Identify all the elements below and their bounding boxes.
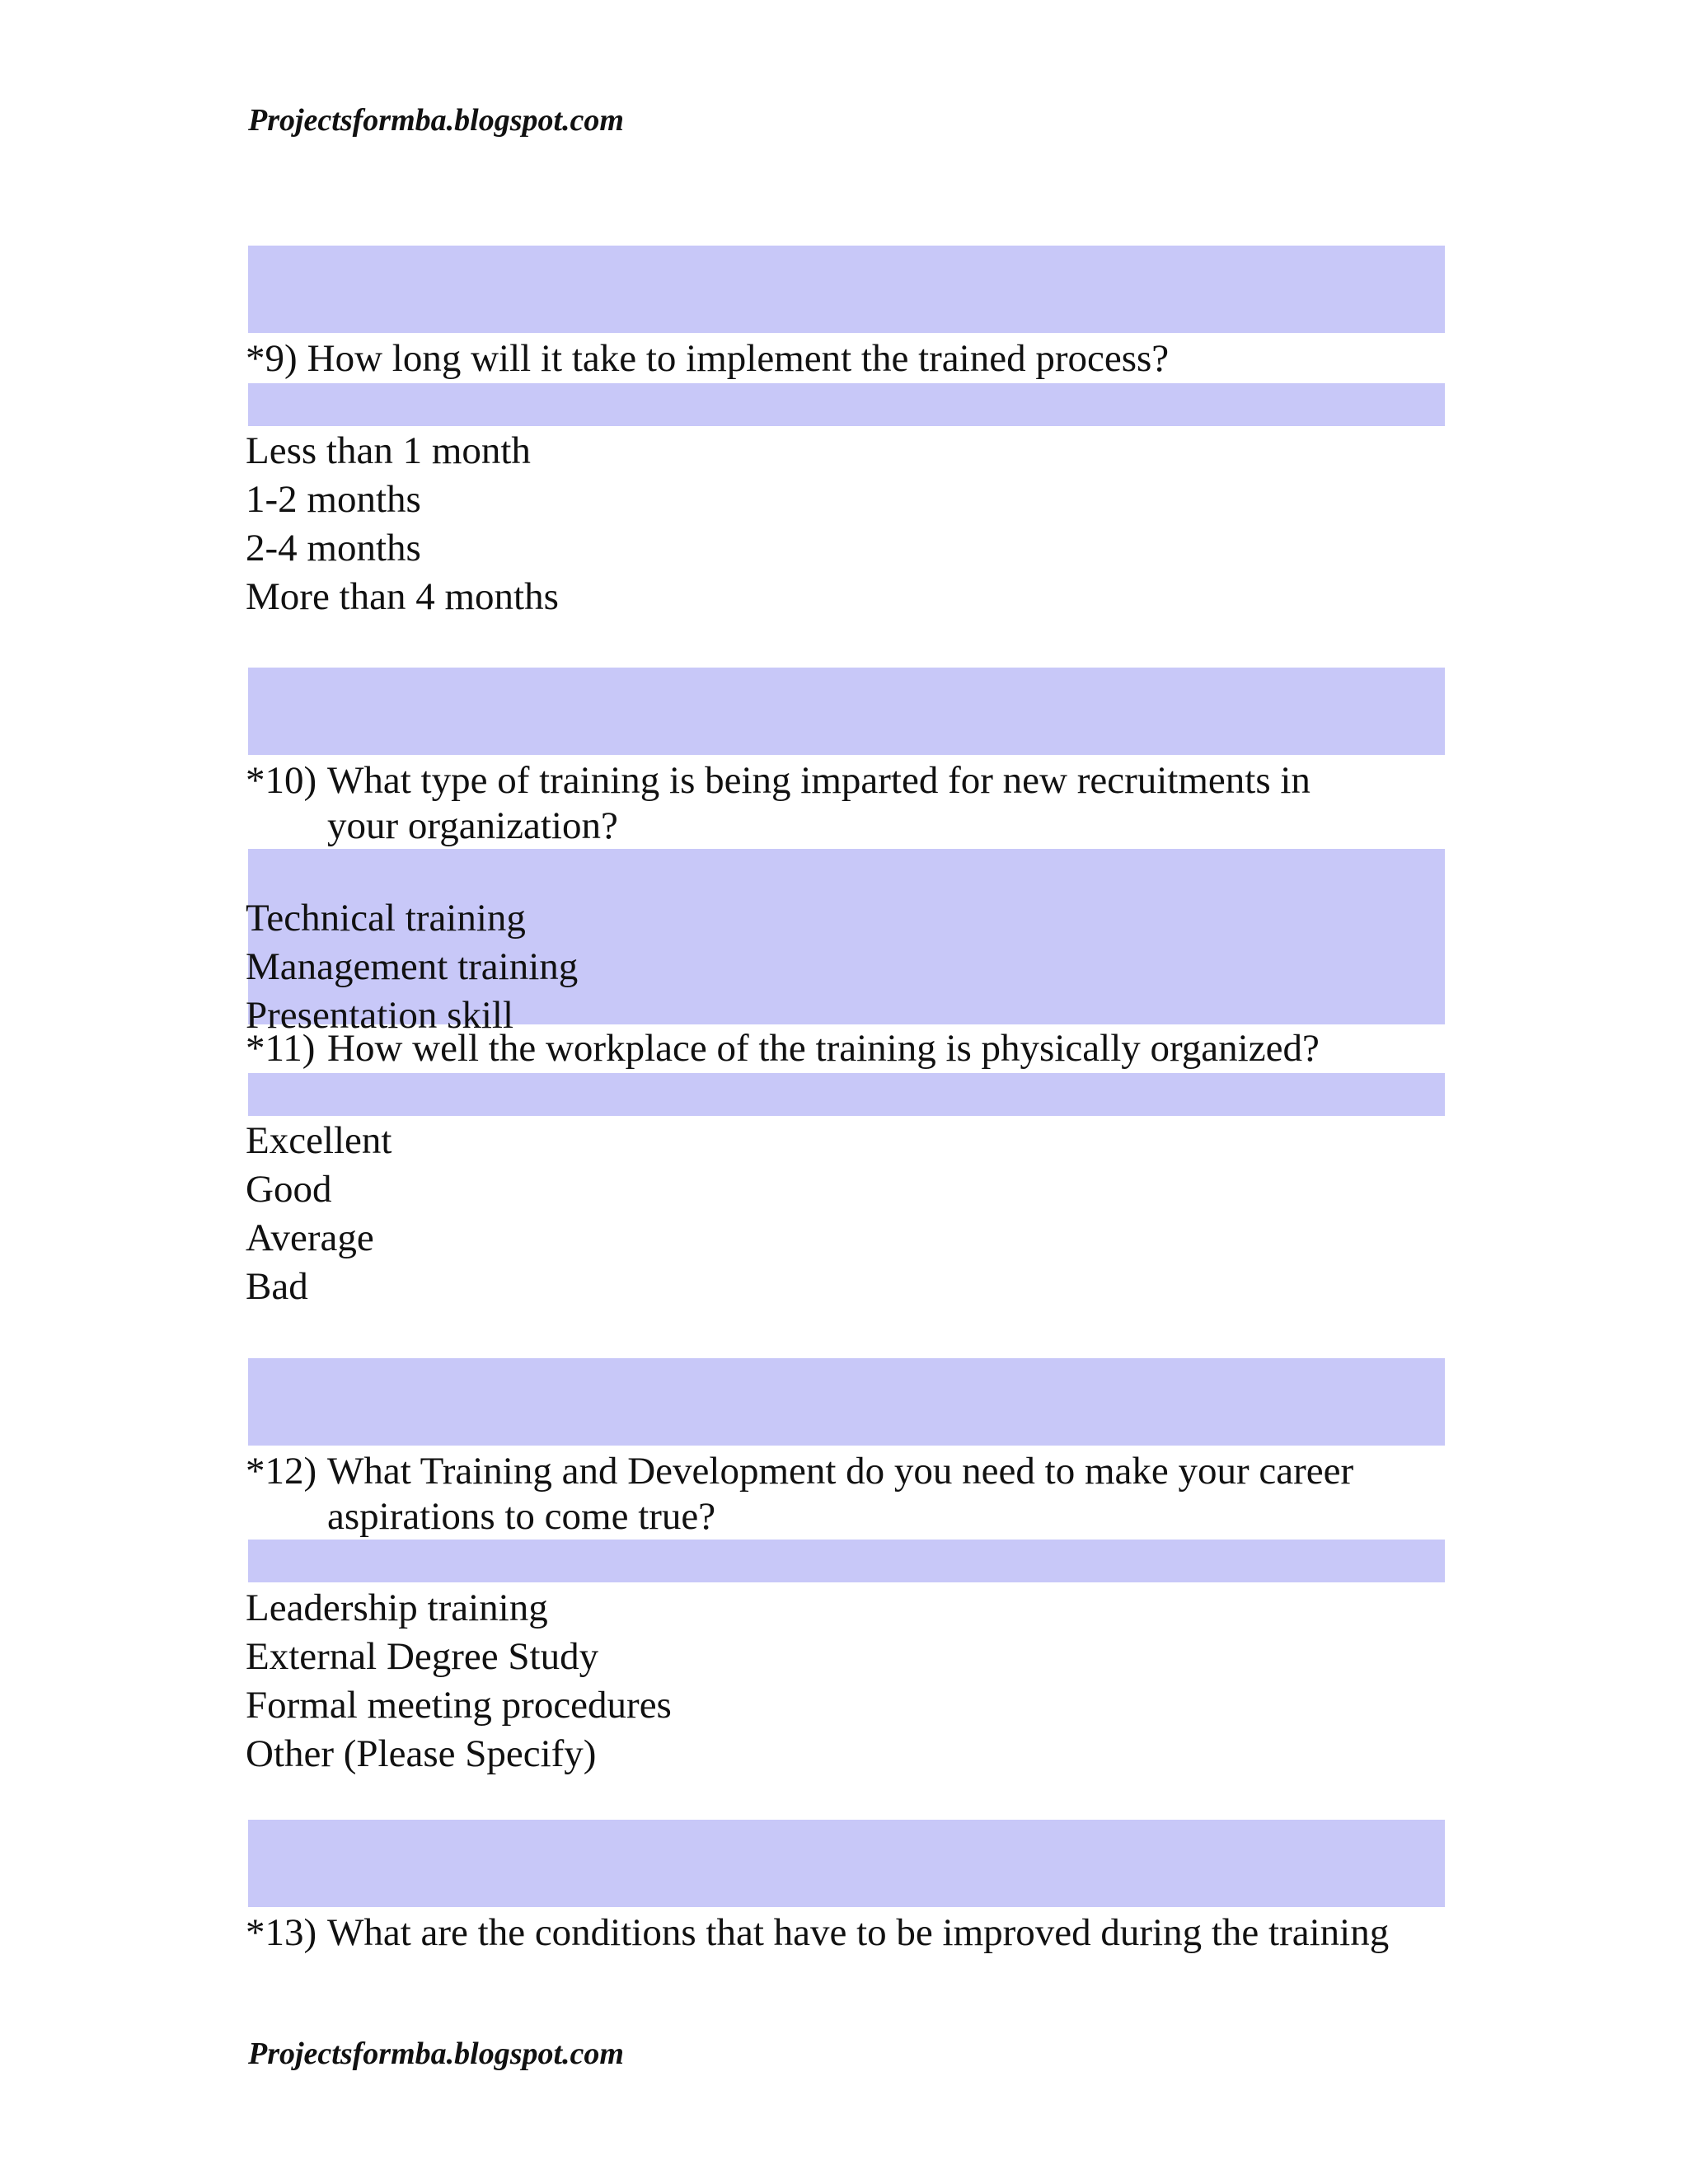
question-9 [246,336,1457,382]
question-text: How long will it take to implement the trained process? [307,337,1170,380]
option-item: Technical training [246,897,526,940]
options-list-11 [246,1117,392,1311]
question-band-top [248,246,1445,333]
question-text: What are the conditions that have to be improved during the training [327,1911,1390,1954]
question-number: *11) [246,1027,316,1070]
option-item: Bad [246,1265,308,1308]
page-footer: Projectsformba.blogspot.com [248,2036,624,2071]
option-item: Excellent [246,1119,392,1162]
option-item: Leadership training [246,1586,548,1629]
option-item: Management training [246,945,579,988]
question-11 [246,1026,1457,1071]
option-item: 1-2 months [246,478,421,521]
question-band-top [248,668,1445,755]
question-band-top [248,1358,1445,1446]
question-text: How well the workplace of the training is physically organized? [327,1027,1320,1070]
question-number: *9) [246,337,298,380]
option-item: Formal meeting procedures [246,1684,672,1727]
options-list-12 [246,1584,672,1779]
question-text: What type of training is being imparted for new recruitments in your organization? [327,759,1311,847]
question-band-bottom [248,383,1445,426]
options-list-10 [246,894,578,1040]
option-item: Other (Please Specify) [246,1732,597,1775]
option-item: Average [246,1216,374,1259]
options-list-9 [246,427,559,621]
question-band-bottom [248,1073,1445,1116]
option-item: External Degree Study [246,1635,599,1678]
question-number: *12) [246,1450,317,1493]
question-10 [246,758,1457,849]
question-number: *10) [246,759,317,802]
option-item: More than 4 months [246,575,559,618]
question-band-bottom [248,1540,1445,1582]
question-band-top [248,1820,1445,1907]
question-number: *13) [246,1911,317,1954]
option-item: Good [246,1168,332,1211]
question-13 [246,1910,1457,1956]
question-12 [246,1449,1457,1540]
option-item: 2-4 months [246,527,421,569]
option-item: Less than 1 month [246,429,531,472]
page-header: Projectsformba.blogspot.com [248,103,624,138]
option-item: Presentation skill [246,994,514,1037]
question-text: What Training and Development do you need to make your career aspirations to come true? [327,1450,1354,1538]
